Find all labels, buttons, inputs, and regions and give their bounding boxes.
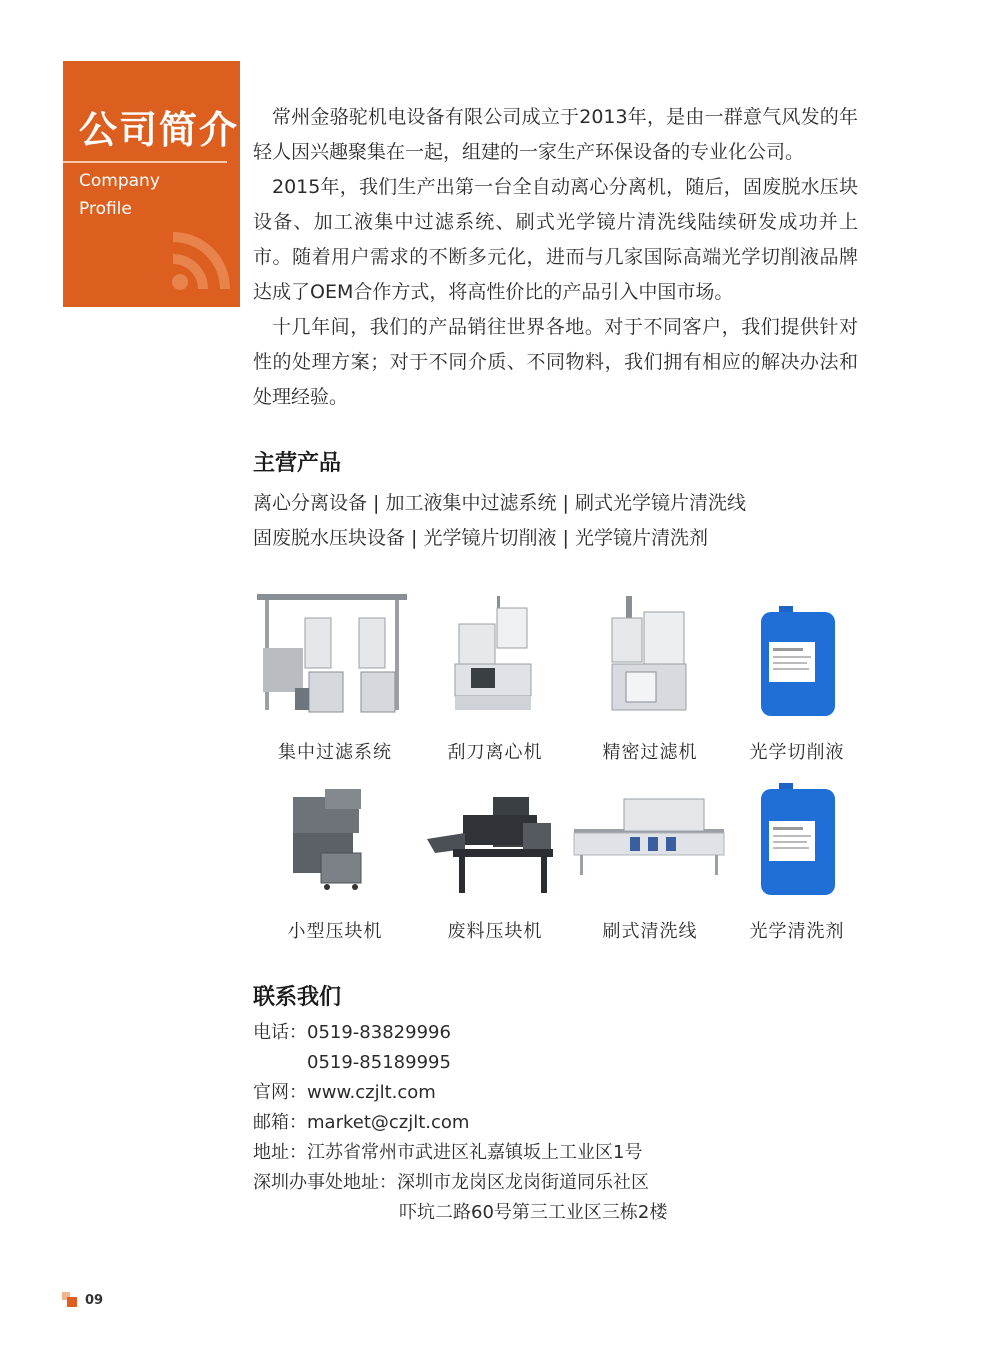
- product-card: [717, 588, 877, 764]
- shenzhen-address-value: 吓坑二路60号第三工业区三栋2楼: [399, 1202, 668, 1223]
- product-card: [415, 767, 575, 943]
- phone-label: 电话：: [253, 1022, 307, 1043]
- product-caption: 小型压块机: [287, 921, 383, 942]
- product-caption: 刮刀离心机: [447, 742, 543, 763]
- filter-system-image: [255, 588, 415, 728]
- subtitle-line-1: Company: [79, 171, 160, 191]
- address-value: 江苏省常州市武进区礼嘉镇坂上工业区1号: [307, 1142, 643, 1163]
- scraper-centrifuge-image: [415, 588, 575, 728]
- product-caption: 光学切削液: [749, 742, 845, 763]
- website-link[interactable]: www.czjlt.com: [307, 1082, 436, 1103]
- contact-heading: 联系我们: [253, 985, 342, 1010]
- brush-cleaning-line-image: [570, 767, 730, 907]
- company-intro: [253, 100, 858, 415]
- english-subtitle: [79, 167, 160, 223]
- email-label: 邮箱：: [253, 1112, 307, 1133]
- subtitle-line-2: Profile: [79, 199, 132, 219]
- email-link[interactable]: market@czjlt.com: [307, 1112, 470, 1133]
- product-caption: 刷式清洗线: [602, 921, 698, 942]
- product-card: [255, 767, 415, 943]
- product-caption: 集中过滤系统: [278, 742, 392, 763]
- website-label: 官网：: [253, 1082, 307, 1103]
- contact-info: [253, 1018, 667, 1228]
- page-number: 09: [85, 1293, 104, 1308]
- shenzhen-address-value: 深圳市龙岗区龙岗街道同乐社区: [397, 1172, 649, 1193]
- phone-number[interactable]: 0519-83829996: [307, 1022, 451, 1043]
- email-row: [253, 1108, 667, 1138]
- header-box: [63, 61, 240, 307]
- waste-briquetter-image: [415, 767, 575, 907]
- small-briquetter-image: [255, 767, 415, 907]
- page-marker-icon: [62, 1292, 80, 1308]
- product-caption: 精密过滤机: [602, 742, 698, 763]
- products-heading: 主营产品: [253, 451, 342, 476]
- intro-paragraph: 十几年间，我们的产品销往世界各地。对于不同客户，我们提供针对性的处理方案；对于不同介质、不同物料，我们拥有相应的解决办法和处理经验。: [253, 316, 858, 408]
- intro-paragraph: 常州金骆驼机电设备有限公司成立于2013年，是由一群意气风发的年轻人因兴趣聚集在一起，组建的一家生产环保设备的专业化公司。: [253, 106, 858, 163]
- product-card: [415, 588, 575, 764]
- cleaning-agent-image: [717, 767, 877, 907]
- intro-paragraph: 2015年，我们生产出第一台全自动离心分离机，随后，固废脱水压块设备、加工液集中过滤系统、刷式光学镜片清洗线陆续研发成功并上市。随着用户需求的不断多元化，进而与几家国际高端光学切削液品牌达成了OEM合作方式，将高性价比的产品引入中国市场。: [253, 176, 858, 303]
- title-divider: [63, 161, 227, 163]
- shenzhen-address-row: [253, 1168, 667, 1198]
- product-card: [570, 767, 730, 943]
- product-card: [255, 588, 415, 764]
- product-caption: 光学清洗剂: [749, 921, 845, 942]
- shenzhen-address-row-2: [253, 1198, 667, 1228]
- product-card: [717, 767, 877, 943]
- rss-icon: [169, 231, 231, 293]
- phone-row-2: [253, 1048, 667, 1078]
- product-caption: 废料压块机: [447, 921, 543, 942]
- website-row: [253, 1078, 667, 1108]
- precision-filter-image: [570, 588, 730, 728]
- product-line-1: 离心分离设备 | 加工液集中过滤系统 | 刷式光学镜片清洗线: [253, 492, 746, 514]
- product-list: [253, 486, 746, 556]
- address-row: [253, 1138, 667, 1168]
- address-label: 地址：: [253, 1142, 307, 1163]
- phone-number[interactable]: 0519-85189995: [307, 1052, 451, 1073]
- phone-row: [253, 1018, 667, 1048]
- product-card: [570, 588, 730, 764]
- page-title: 公司简介: [79, 108, 240, 152]
- product-line-2: 固废脱水压块设备 | 光学镜片切削液 | 光学镜片清洗剂: [253, 527, 708, 549]
- cutting-fluid-image: [717, 588, 877, 728]
- shenzhen-address-label: 深圳办事处地址：: [253, 1172, 397, 1193]
